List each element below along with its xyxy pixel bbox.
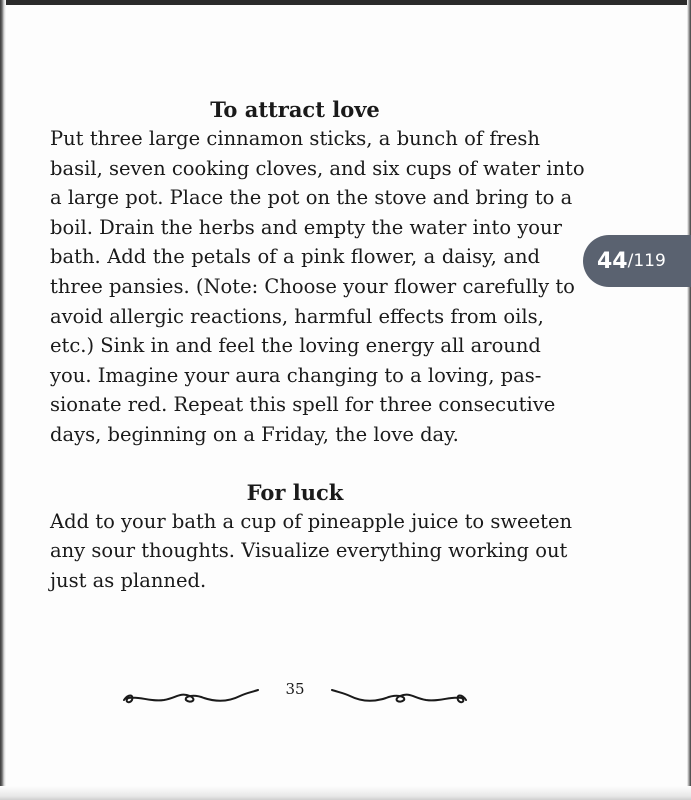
page-left-edge — [0, 0, 6, 800]
flourish-right-icon — [330, 686, 470, 708]
text-line: a large pot. Place the pot on the stove and bring to a — [50, 186, 573, 210]
text-line: days, beginning on a Friday, the love day. — [50, 422, 459, 446]
page-right-edge — [687, 0, 691, 800]
text-line: etc.) Sink in and feel the loving energy all around — [50, 334, 541, 358]
progress-current: 44 — [597, 248, 628, 274]
page-bottom-edge — [0, 786, 691, 800]
progress-total: /119 — [627, 251, 666, 271]
page-footer — [120, 680, 470, 720]
text-line: avoid allergic reactions, harmful effects from oils, — [50, 304, 544, 328]
text-line: boil. Drain the herbs and empty the water into your — [50, 215, 562, 239]
text-line: bath. Add the petals of a pink flower, a daisy, and — [50, 245, 540, 269]
page-progress-badge[interactable] — [583, 235, 691, 287]
text-line: just as planned. — [50, 568, 207, 592]
text-line: three pansies. (Note: Choose your flower carefully to — [50, 274, 575, 298]
text-line: any sour thoughts. Visualize everything working out — [50, 539, 568, 563]
text-line: Add to your bath a cup of pineapple juice to sweeten — [50, 509, 573, 533]
section-gap — [50, 450, 540, 478]
section-body-for-luck — [50, 507, 573, 596]
page-top-edge — [0, 0, 691, 5]
page-number: 35 — [285, 680, 305, 698]
text-line: basil, seven cooking cloves, and six cups of water into — [50, 156, 585, 180]
section-title-attract-love: To attract love — [210, 97, 380, 122]
text-line: sionate red. Repeat this spell for three consecutive — [50, 393, 556, 417]
section-body-attract-love — [50, 124, 585, 450]
section-title-for-luck: For luck — [246, 479, 344, 505]
page-content — [50, 95, 585, 595]
text-line: you. Imagine your aura changing to a loving, pas- — [50, 363, 542, 387]
text-line: Put three large cinnamon sticks, a bunch of fresh — [50, 127, 540, 150]
